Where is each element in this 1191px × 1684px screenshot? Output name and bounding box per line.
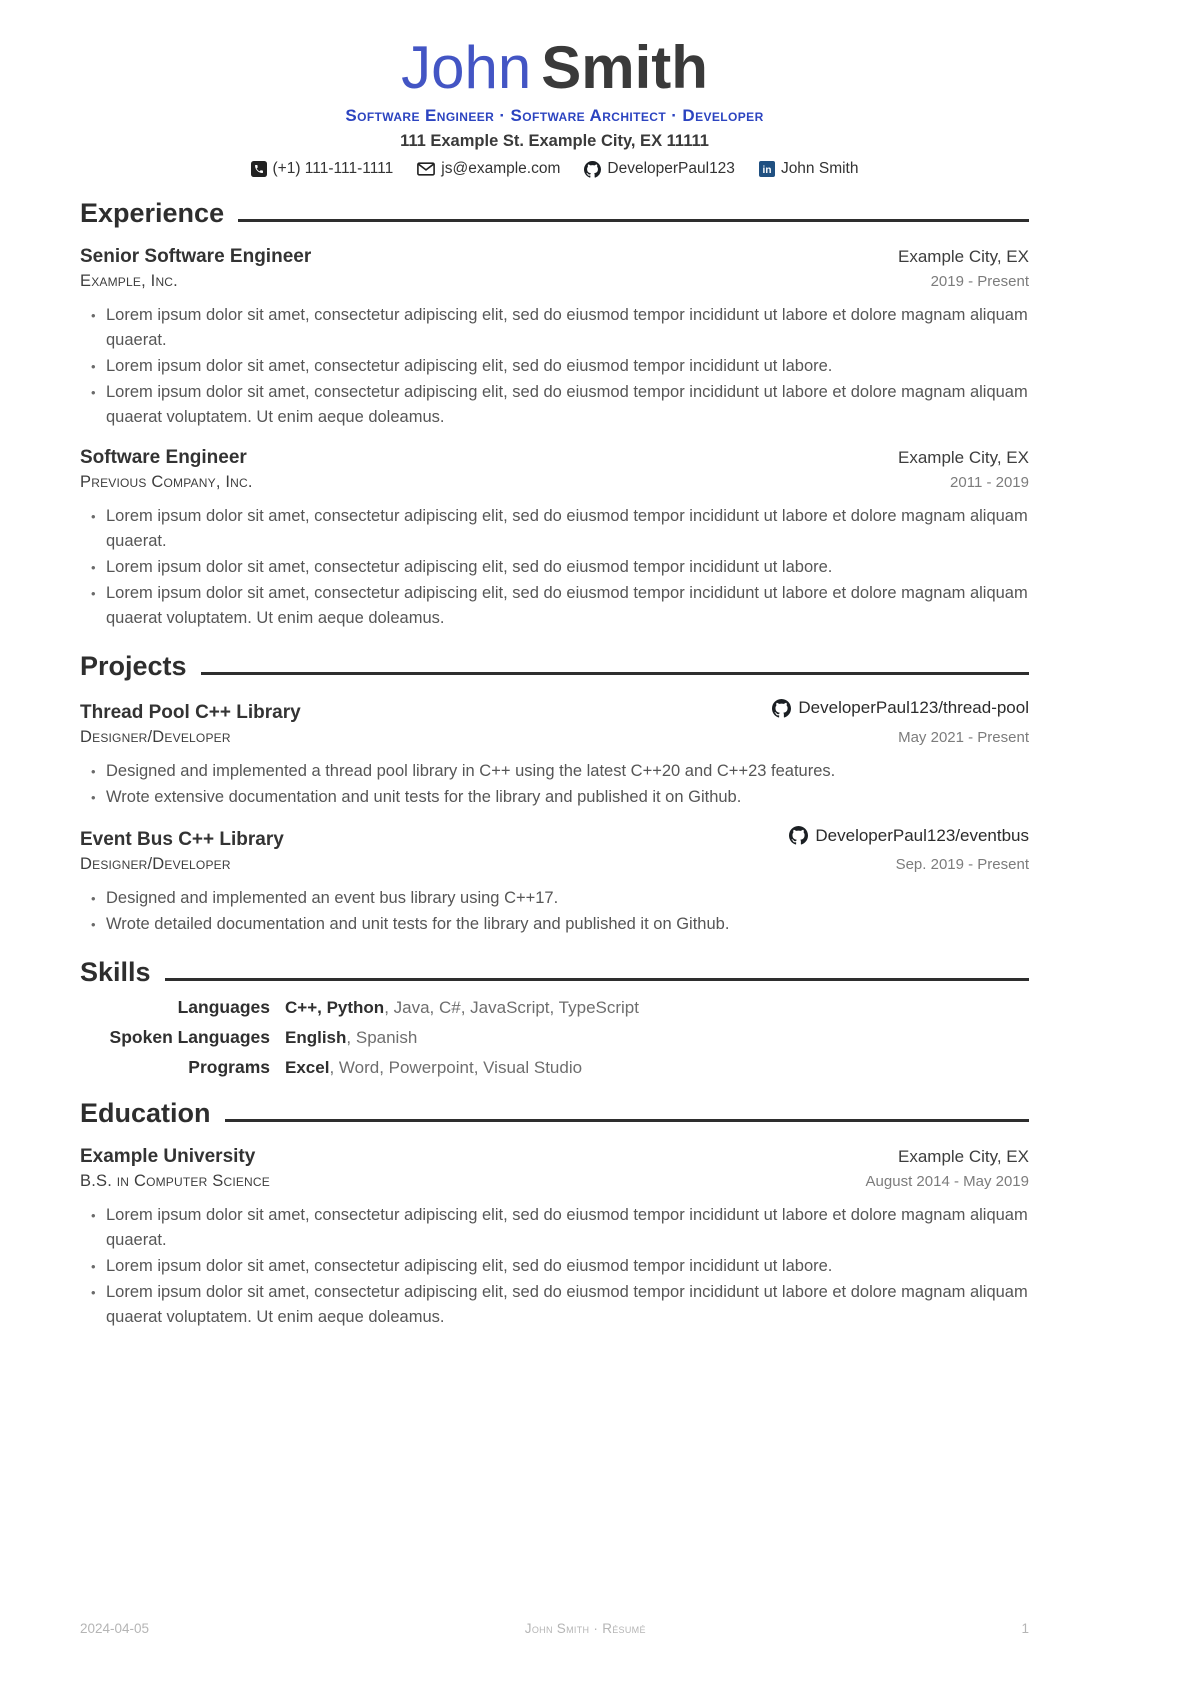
skill-row — [80, 997, 1029, 1018]
project-title: Thread Pool C++ Library — [80, 701, 301, 723]
project-role: Designer/Developer — [80, 855, 231, 874]
project-entry — [80, 826, 1029, 937]
section-rule — [201, 672, 1029, 675]
project-repo-link[interactable] — [789, 826, 1029, 846]
bullet-item: • Lorem ipsum dolor sit amet, consectetur adipiscing elit, sed do eiusmod tempor incididunt ut labore et dolore magnam aliquam quaerat voluptatem. Ut enim aeque doleamus. — [106, 1280, 1029, 1330]
svg-text:in: in — [762, 165, 772, 176]
job-bullets — [80, 303, 1029, 430]
github-icon — [772, 699, 791, 718]
project-entry — [80, 698, 1029, 809]
project-title: Event Bus C++ Library — [80, 829, 284, 851]
job-title: Senior Software Engineer — [80, 246, 312, 268]
page-footer — [80, 1621, 1029, 1636]
school-name: Example University — [80, 1146, 256, 1168]
skill-category-label: Spoken Languages — [109, 1027, 270, 1048]
github-username: DeveloperPaul123 — [607, 160, 735, 177]
skill-row — [80, 1057, 1029, 1078]
bullet-item: • Lorem ipsum dolor sit amet, consectetur adipiscing elit, sed do eiusmod tempor incididunt ut labore et dolore magnam aliquam quaerat. — [106, 303, 1029, 353]
company-name: Example, Inc. — [80, 271, 178, 290]
section-rule — [225, 1119, 1029, 1122]
section-header — [80, 957, 1029, 988]
section-title: Experience — [80, 198, 225, 228]
job-location: Example City, EX — [897, 247, 1029, 267]
project-role: Designer/Developer — [80, 727, 231, 746]
skill-values-primary: Excel — [285, 1058, 330, 1078]
project-dates: May 2021 - Present — [898, 728, 1029, 746]
candidate-name — [80, 36, 1029, 99]
contact-row — [80, 160, 1029, 178]
experience-entry — [80, 446, 1029, 631]
skill-values — [285, 998, 639, 1018]
address-line: 111 Example St. Example City, EX 11111 — [400, 132, 709, 150]
bullet-item: • Wrote detailed documentation and unit tests for the library and published it on Github. — [106, 912, 1029, 937]
repo-name: DeveloperPaul123/thread-pool — [798, 698, 1029, 718]
repo-name: DeveloperPaul123/eventbus — [815, 825, 1029, 845]
section-title: Skills — [80, 957, 151, 988]
project-bullets — [80, 759, 1029, 810]
linkedin-profile-link[interactable] — [759, 160, 859, 178]
skill-values — [285, 1028, 417, 1048]
section-header — [80, 651, 1029, 682]
envelope-icon — [417, 162, 435, 176]
school-location: Example City, EX — [897, 1147, 1029, 1167]
job-title: Software Engineer — [80, 447, 247, 469]
bullet-item: • Lorem ipsum dolor sit amet, consectetur adipiscing elit, sed do eiusmod tempor incididunt ut labore. — [106, 354, 1029, 379]
section-rule — [165, 978, 1029, 981]
job-dates: 2011 - 2019 — [950, 473, 1029, 491]
section-skills — [80, 957, 1029, 1078]
first-name: John — [401, 34, 532, 101]
footer-title: John Smith · Résumé — [524, 1621, 646, 1636]
bullet-item: • Lorem ipsum dolor sit amet, consectetur adipiscing elit, sed do eiusmod tempor incididunt ut labore. — [106, 555, 1029, 580]
company-name: Previous Company, Inc. — [80, 472, 253, 491]
phone-number: (+1) 111-111-1111 — [272, 160, 394, 177]
section-title: Projects — [80, 651, 187, 682]
bullet-item: • Designed and implemented a thread pool library in C++ using the latest C++20 and C++23 features. — [106, 759, 1029, 784]
skill-values — [285, 1058, 582, 1078]
bullet-item: • Lorem ipsum dolor sit amet, consectetur adipiscing elit, sed do eiusmod tempor incididunt ut labore. — [106, 1254, 1029, 1279]
section-education — [80, 1098, 1029, 1330]
section-title: Education — [80, 1098, 211, 1129]
linkedin-name: John Smith — [780, 160, 859, 177]
skill-values-secondary: , Spanish — [346, 1028, 418, 1048]
skill-values-primary: C++, Python — [285, 998, 385, 1018]
section-rule — [238, 219, 1029, 222]
bullet-item: • Lorem ipsum dolor sit amet, consectetur adipiscing elit, sed do eiusmod tempor incididunt ut labore et dolore magnam aliquam quaerat. — [106, 1203, 1029, 1253]
section-projects — [80, 651, 1029, 937]
skill-category-label: Languages — [177, 997, 270, 1018]
resume-header — [80, 36, 1029, 178]
skill-row — [80, 1027, 1029, 1048]
phone-link[interactable] — [251, 160, 394, 178]
bullet-item: • Lorem ipsum dolor sit amet, consectetur adipiscing elit, sed do eiusmod tempor incididunt ut labore et dolore magnam aliquam quaerat. — [106, 504, 1029, 554]
skill-values-secondary: , Word, Powerpoint, Visual Studio — [329, 1058, 583, 1078]
email-link[interactable] — [417, 160, 560, 178]
degree-name: B.S. in Computer Science — [80, 1172, 270, 1191]
section-header — [80, 1098, 1029, 1129]
email-address: js@example.com — [441, 160, 561, 177]
github-icon — [584, 161, 601, 178]
skill-values-primary: English — [285, 1028, 347, 1048]
phone-icon — [251, 161, 267, 177]
bullet-item: • Wrote extensive documentation and unit tests for the library and published it on Github. — [106, 785, 1029, 810]
project-bullets — [80, 886, 1029, 937]
project-dates: Sep. 2019 - Present — [895, 856, 1029, 874]
bullet-item: • Lorem ipsum dolor sit amet, consectetur adipiscing elit, sed do eiusmod tempor incididunt ut labore et dolore magnam aliquam quaerat voluptatem. Ut enim aeque doleamus. — [106, 581, 1029, 631]
education-bullets — [80, 1203, 1029, 1330]
job-location: Example City, EX — [897, 448, 1029, 468]
linkedin-icon — [759, 161, 775, 177]
experience-entry — [80, 245, 1029, 430]
skill-values-secondary: , Java, C#, JavaScript, TypeScript — [384, 998, 639, 1018]
bullet-item: • Lorem ipsum dolor sit amet, consectetur adipiscing elit, sed do eiusmod tempor incididunt ut labore et dolore magnam aliquam quaerat voluptatem. Ut enim aeque doleamus. — [106, 380, 1029, 430]
skill-category-label: Programs — [188, 1057, 270, 1078]
job-bullets — [80, 504, 1029, 631]
education-dates: August 2014 - May 2019 — [865, 1173, 1029, 1191]
last-name: Smith — [541, 34, 708, 101]
footer-date: 2024-04-05 — [80, 1621, 150, 1636]
education-entry — [80, 1145, 1029, 1330]
footer-page-number: 1 — [1021, 1621, 1029, 1636]
section-experience — [80, 198, 1029, 631]
github-profile-link[interactable] — [584, 160, 735, 178]
github-icon — [789, 826, 808, 845]
job-dates: 2019 - Present — [930, 272, 1029, 290]
section-header — [80, 198, 1029, 229]
bullet-item: • Designed and implemented an event bus library using C++17. — [106, 886, 1029, 911]
project-repo-link[interactable] — [772, 698, 1029, 718]
tagline: Software Engineer · Software Architect · Developer — [345, 106, 764, 125]
